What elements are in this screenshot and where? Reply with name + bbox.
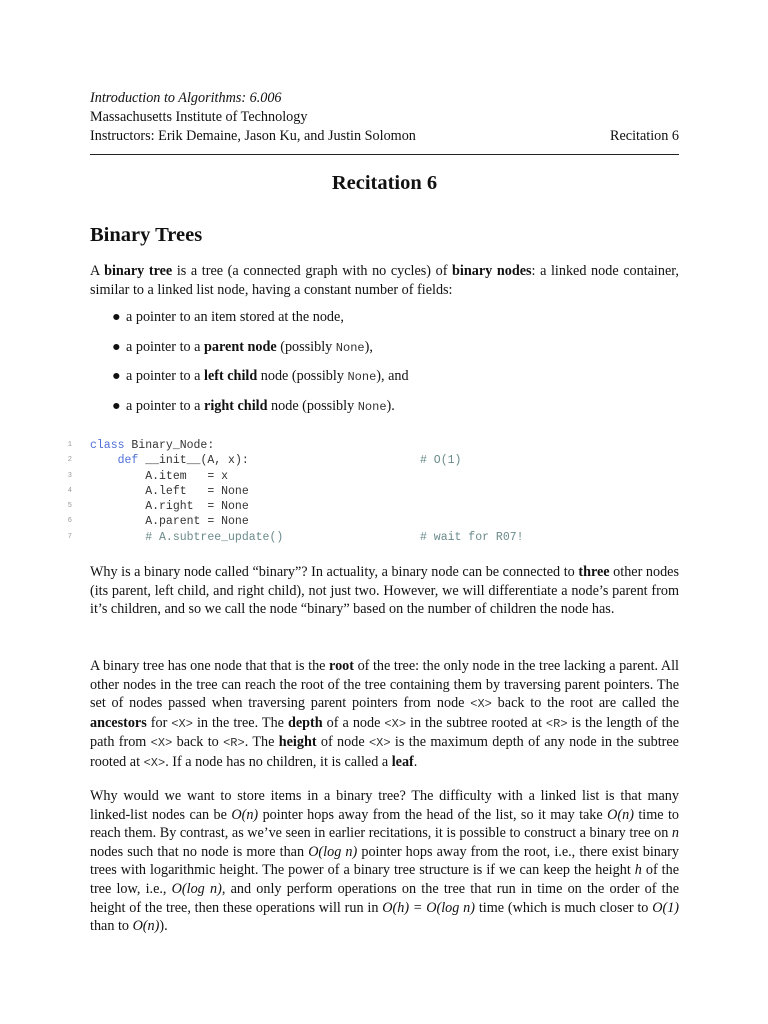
root-paragraph: A binary tree has one node that that is the root of the tree: the only node in the tree lacking a parent. All other nodes in the tree can reach the root of the tree containing them by traversing parent pointers. The set of nodes passed when traversing parent pointers from node <X> back to the root are called the ancestors for <X> in the tree. The depth of a node <X> in the subtree rooted at <R> is the length of the path from <X> back to <R>. The height of node <X> is the maximum depth of any node in the subtree rooted at <X>. If a node has no children, it is called a leaf. <box>90 658 679 770</box>
code-line: 4 A.left = None <box>67 484 249 498</box>
code-line: 2 def __init__(A, x): # O(1) <box>67 454 462 468</box>
course-title: Introduction to Algorithms: 6.006 <box>90 90 282 106</box>
list-item: ● a pointer to a right child node (possibly None). <box>112 398 395 415</box>
page-title: Recitation 6 <box>331 172 438 194</box>
bullet-icon: ● <box>112 309 121 325</box>
binary-paragraph: Why is a binary node called “binary”? In actuality, a binary node can be connected to three other nodes (its parent, left child, and right child), not just two. However, we will differentiate a node’s parent from it’s children, and so we call the node “binary” based on the number of children the node has. <box>90 564 679 618</box>
list-item: ● a pointer to a parent node (possibly None), <box>112 338 373 355</box>
list-item: ● a pointer to a left child node (possibly None), and <box>112 368 409 385</box>
bullet-icon: ● <box>112 338 121 355</box>
code-line: 1 class Binary_Node: <box>67 439 215 452</box>
header-rule <box>90 154 679 155</box>
list-item: ● a pointer to an item stored at the node, <box>112 309 344 325</box>
code-line: 6 A.parent = None <box>67 515 249 529</box>
bullet-icon: ● <box>112 398 121 415</box>
instructors-line: Instructors: Erik Demaine, Jason Ku, and Justin Solomon <box>90 128 416 144</box>
code-line: 5 A.right = None <box>67 500 249 514</box>
bullet-icon: ● <box>112 368 121 385</box>
section-heading: Binary Trees <box>90 224 203 246</box>
institute-name: Massachusetts Institute of Technology <box>90 109 308 125</box>
code-listing <box>62 438 702 545</box>
why-paragraph: Why would we want to store items in a binary tree? The difficulty with a linked list is that many linked-list nodes can be O(n) pointer hops away from the head of the list, so it may take O(n) time to reach them. By contrast, as we’ve seen in earlier recitations, it is possible to construct a binary tree on n nodes such that no node is more than O(log n) pointer hops away from the root, i.e., there exist binary trees with logarithmic height. The power of a binary tree structure is if we can keep the height h of the tree low, i.e., O(log n), and only perform operations on the tree that run in time on the order of the height of the tree, then these operations will run in O(h) = O(log n) time (which is much closer to O(1) than to O(n)). <box>90 788 680 935</box>
recitation-label: Recitation 6 <box>610 128 679 144</box>
code-line: 3 A.item = x <box>67 469 229 483</box>
field-list <box>90 308 679 427</box>
intro-paragraph: A binary tree is a tree (a connected graph with no cycles) of binary nodes: a linked node container, similar to a linked list node, having a constant number of fields: <box>90 263 679 298</box>
code-line: 7 # A.subtree_update() # wait for R07! <box>67 530 524 544</box>
